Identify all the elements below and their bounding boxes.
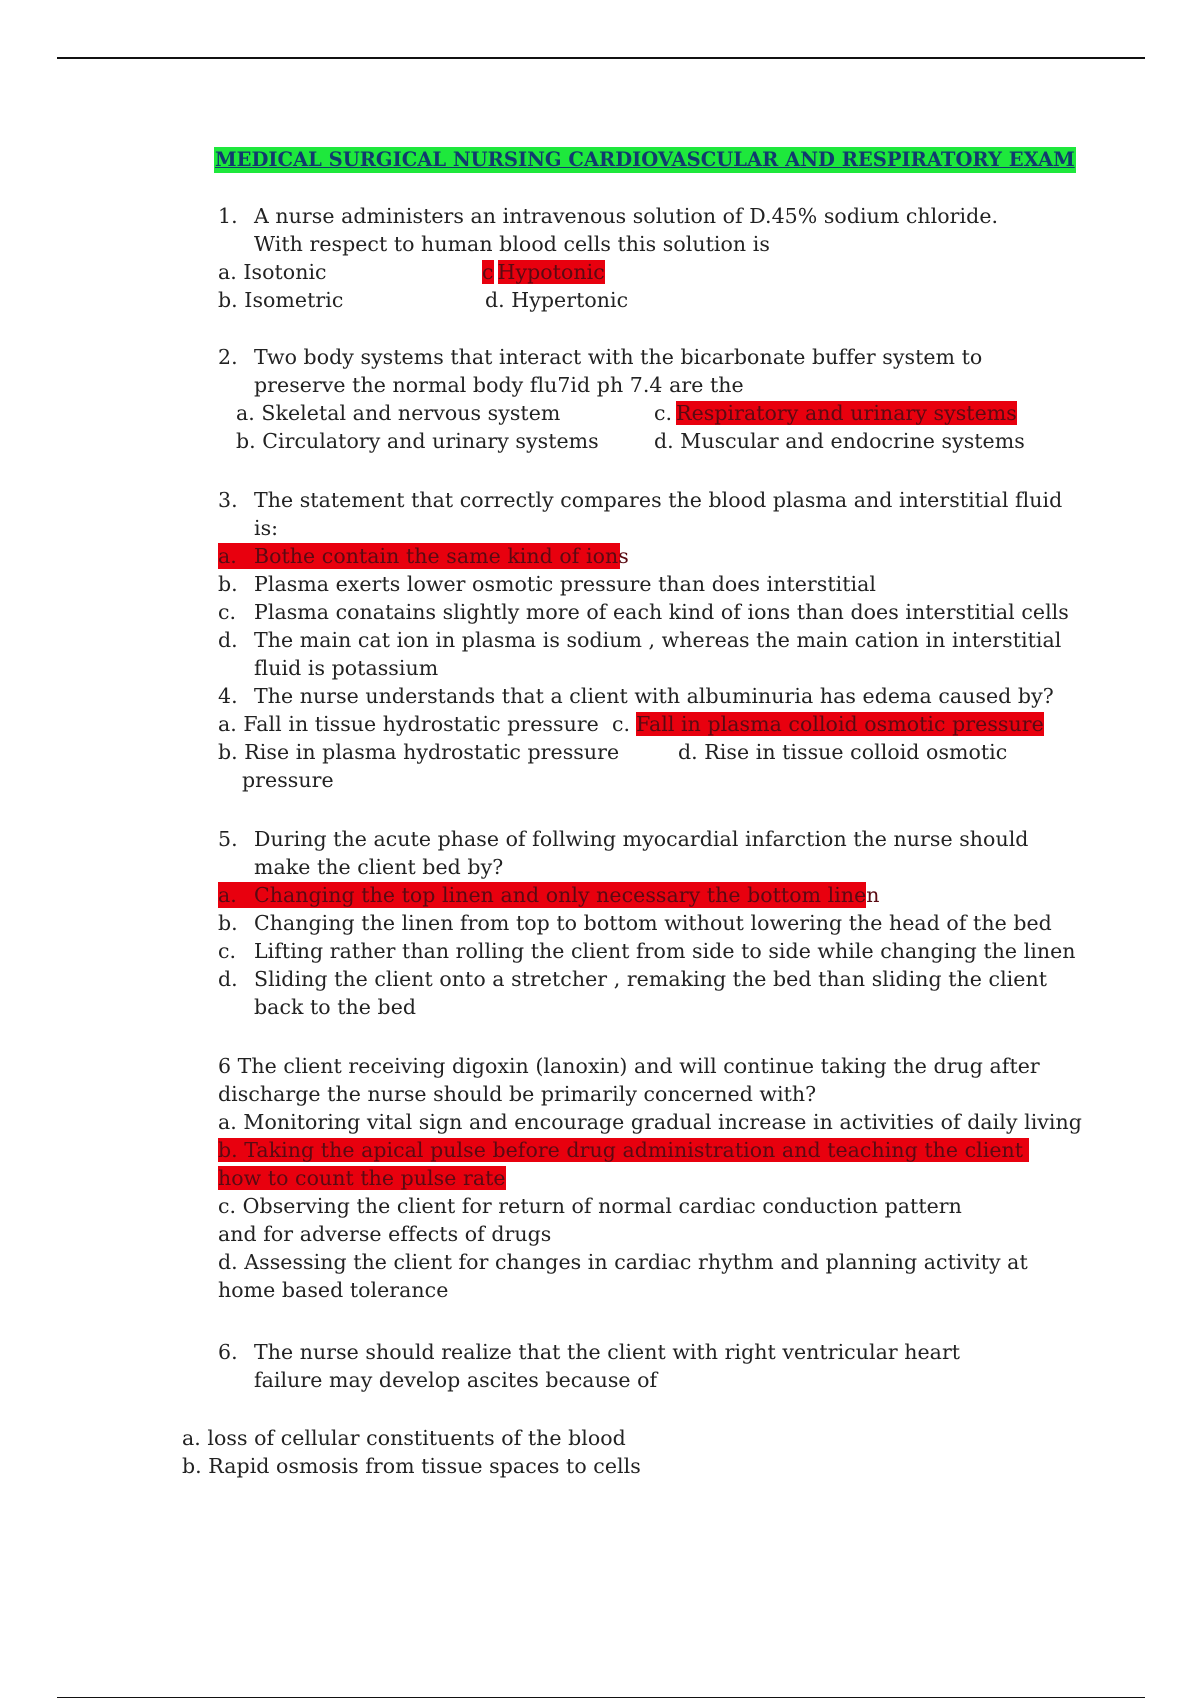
question-number: 4. (218, 684, 238, 708)
question-text: During the acute phase of follwing myocardial infarction the nurse should (254, 827, 1029, 851)
option-c-line2: and for adverse effects of drugs (218, 1222, 552, 1246)
option-letter: b. (218, 911, 238, 935)
question-3-stem-line2: is: (254, 516, 279, 540)
question-text: The statement that correctly compares the blood plasma and interstitial fluid (254, 488, 1063, 512)
option-letter: b. (218, 572, 238, 596)
option-c-correct (482, 259, 605, 285)
option-d-line2: pressure (242, 768, 334, 792)
option-letter: c. (218, 939, 237, 963)
option-text: Changing the linen from top to bottom without lowering the head of the bed (254, 911, 1052, 935)
option-text-highlighted: Changing the top linen and only necessary the bottom linen (254, 883, 880, 907)
option-text-highlighted: how to count the pulse rate (218, 1166, 506, 1190)
option-text-highlighted: b. Taking the apical pulse before drug administration and teaching the client (218, 1138, 1029, 1162)
option-text: Lifting rather than rolling the client from side to side while changing the linen (254, 939, 1076, 963)
question-6-stem: 6 The client receiving digoxin (lanoxin) and will continue taking the drug after (218, 1054, 1040, 1078)
option-letter: a. (218, 883, 237, 907)
option-text-highlighted: Bothe contain the same kind of ions (254, 544, 629, 568)
option-c-correct (654, 400, 1017, 426)
question-6-stem-line2: discharge the nurse should be primarily concerned with? (218, 1082, 817, 1106)
question-text: The nurse should realize that the client with right ventricular heart (254, 1340, 961, 1364)
question-3-stem (218, 487, 1068, 513)
option-a-correct (218, 543, 629, 569)
question-6b-stem-line2: failure may develop ascites because of (254, 1368, 658, 1392)
option-d: d. Assessing the client for changes in cardiac rhythm and planning activity at (218, 1250, 1028, 1274)
option-d-line2: back to the bed (254, 995, 417, 1019)
option-c (218, 938, 1118, 964)
top-rule (57, 57, 1145, 59)
option-d (218, 627, 1068, 653)
question-number: 6. (218, 1340, 238, 1364)
option-text-highlighted: Respiratory and urinary systems (676, 401, 1017, 425)
option-text: Plasma conatains slightly more of each kind of ions than does interstitial cells (254, 600, 1069, 624)
option-b (218, 571, 1068, 597)
option-letter: d. (218, 628, 238, 652)
option-a: a. loss of cellular constituents of the blood (182, 1426, 626, 1450)
option-d: d. Hypertonic (485, 288, 629, 312)
option-d (218, 966, 1118, 992)
question-text: A nurse administers an intravenous solution of D.45% sodium chloride. (254, 204, 999, 228)
question-5-stem-line2: make the client bed by? (254, 855, 504, 879)
question-6b-stem (218, 1339, 1068, 1365)
option-b-correct (218, 1137, 1029, 1163)
question-2-stem (218, 344, 998, 370)
option-text: Plasma exerts lower osmotic pressure than does interstitial (254, 572, 877, 596)
option-b (218, 910, 1118, 936)
question-number: 5. (218, 827, 238, 851)
option-c: c. Observing the client for return of normal cardiac conduction pattern (218, 1194, 962, 1218)
option-letter: a. (218, 544, 237, 568)
question-number: 2. (218, 345, 238, 369)
option-d: d. Muscular and endocrine systems (654, 429, 1025, 453)
option-text-highlighted: Hypotonic (497, 260, 605, 284)
question-1-stem-line2: With respect to human blood cells this solution is (254, 232, 770, 256)
option-a: a. Skeletal and nervous system (236, 401, 561, 425)
question-1-stem (218, 203, 998, 229)
option-b-correct-line2 (218, 1165, 506, 1191)
bottom-rule (57, 1697, 1145, 1698)
option-text: The main cat ion in plasma is sodium , whereas the main cation in interstitial (254, 628, 1062, 652)
question-2-stem-line2: preserve the normal body flu7id ph 7.4 are the (254, 373, 744, 397)
option-letter: c. (218, 600, 237, 624)
question-text: The nurse understands that a client with albuminuria has edema caused by? (254, 684, 1054, 708)
option-a: a. Monitoring vital sign and encourage gradual increase in activities of daily living (218, 1110, 1082, 1134)
option-letter: c. (654, 401, 673, 425)
option-c (218, 599, 1068, 625)
question-5-stem (218, 826, 1068, 852)
option-a-correct (218, 882, 880, 908)
question-text: Two body systems that interact with the bicarbonate buffer system to (254, 345, 983, 369)
option-b: b. Rise in plasma hydrostatic pressure (218, 740, 620, 764)
option-d-line2: home based tolerance (218, 1278, 449, 1302)
option-letter: c (482, 260, 494, 284)
option-b: b. Isometric (218, 288, 344, 312)
option-a: a. Fall in tissue hydrostatic pressure (218, 712, 599, 736)
option-b: b. Circulatory and urinary systems (236, 429, 599, 453)
question-number: 1. (218, 204, 238, 228)
question-4-stem (218, 683, 1068, 709)
option-letter: d. (218, 967, 238, 991)
option-b: b. Rapid osmosis from tissue spaces to cells (182, 1454, 641, 1478)
option-a: a. Isotonic (218, 260, 327, 284)
option-c-correct (612, 711, 1044, 737)
option-d: d. Rise in tissue colloid osmotic (678, 740, 1008, 764)
option-text-highlighted: Fall in plasma colloid osmotic pressure (636, 712, 1044, 736)
option-d-line2: fluid is potassium (254, 656, 439, 680)
question-number: 3. (218, 488, 238, 512)
option-text: Sliding the client onto a stretcher , remaking the bed than sliding the client (254, 967, 1048, 991)
option-letter: c. (612, 712, 631, 736)
exam-title: MEDICAL SURGICAL NURSING CARDIOVASCULAR AND RESPIRATORY EXAM (215, 148, 1075, 171)
